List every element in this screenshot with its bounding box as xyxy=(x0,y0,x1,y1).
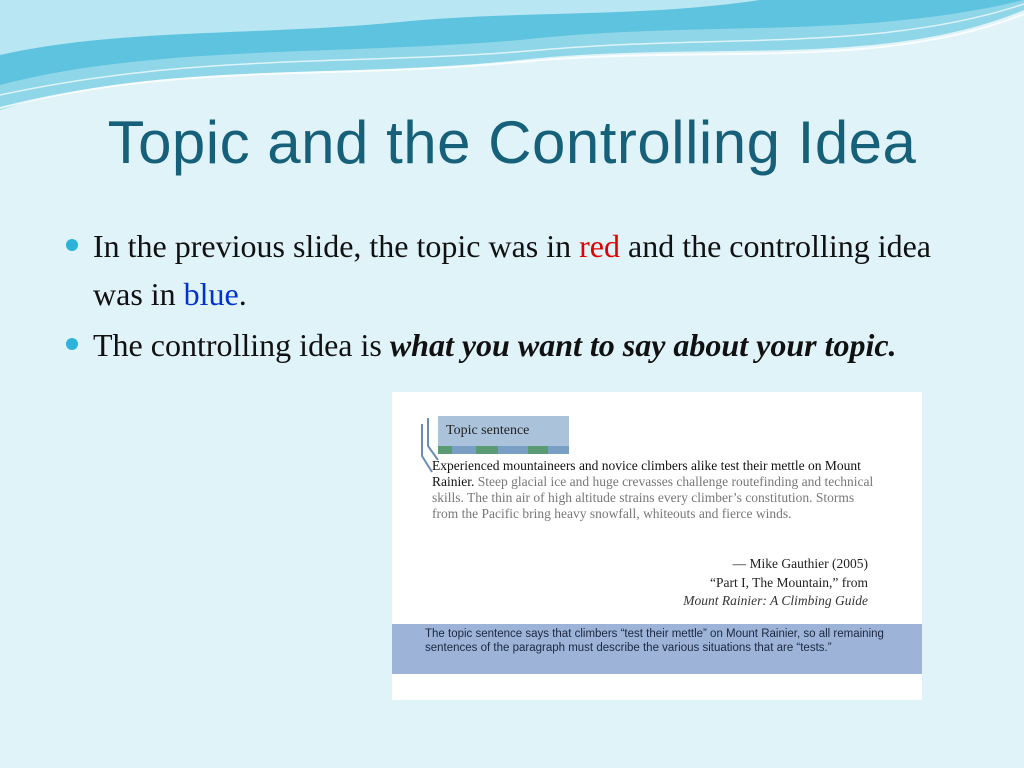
bullet-item xyxy=(62,222,962,318)
bullet-list xyxy=(62,222,962,372)
color-stripe xyxy=(438,446,569,454)
bullet-dot-icon xyxy=(66,239,78,251)
attribution-source: “Part I, The Mountain,” from xyxy=(710,575,868,590)
example-figure xyxy=(392,392,922,700)
topic-sentence-text: Experienced mountaineers and novice climbers alike test their mettle on Mount Rainier. xyxy=(432,458,861,489)
explanation-note-text: The topic sentence says that climbers “test their mettle” on Mount Rainier, so all remaining sentences of the paragraph must describe the various situations that are “tests.” xyxy=(425,628,884,654)
topic-sentence-tab xyxy=(438,416,569,446)
slide-title: Topic and the Controlling Idea xyxy=(107,109,917,176)
topic-sentence-tab-label: Topic sentence xyxy=(446,423,530,438)
bullet-text: . xyxy=(888,327,897,363)
idea-blue-word: blue xyxy=(183,276,239,312)
emphasized-phrase: what you want to say about your topic xyxy=(389,327,889,363)
bullet-text: In the previous slide, the topic was in xyxy=(93,228,580,264)
supporting-text: Steep glacial ice and huge crevasses challenge routefinding and technical skills. The thin air of high altitude strains every climber’s constitution. Storms from the Pacific bring heavy snowfall, whiteouts and fierce winds. xyxy=(432,474,874,521)
bullet-text: The controlling idea is xyxy=(93,327,390,363)
attribution-book: Mount Rainier: A Climbing Guide xyxy=(683,593,868,608)
bullet-text: and the controlling idea was in xyxy=(93,228,931,312)
bullet-dot-icon xyxy=(66,338,78,350)
header-wave-decoration xyxy=(0,0,1024,120)
attribution-author: — Mike Gauthier (2005) xyxy=(732,556,868,571)
explanation-note xyxy=(392,624,922,674)
bullet-text: . xyxy=(238,276,247,312)
bullet-item xyxy=(62,321,962,369)
example-paragraph xyxy=(432,458,882,522)
topic-red-word: red xyxy=(579,228,620,264)
